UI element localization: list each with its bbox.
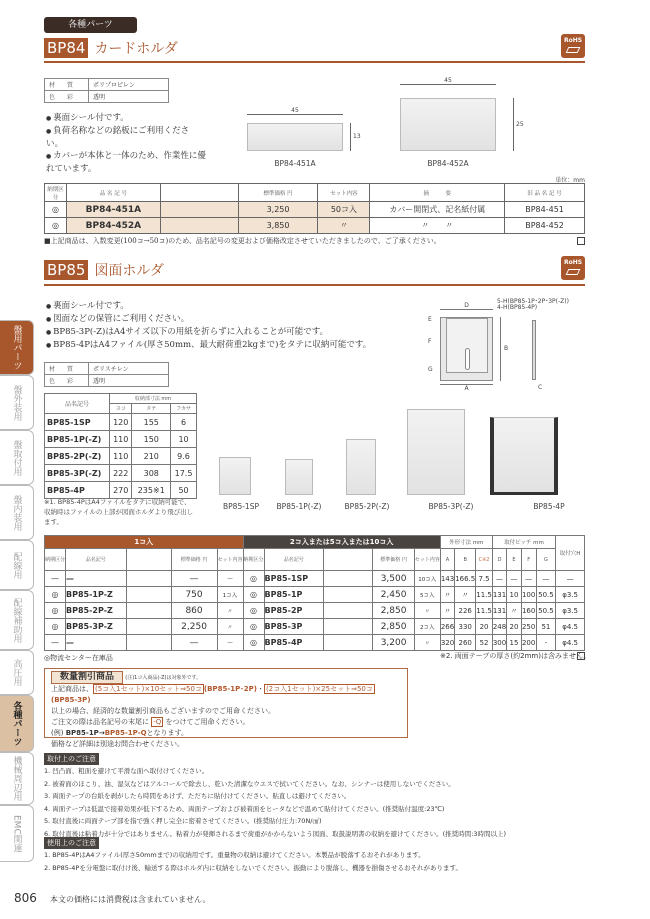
table-cell: 5コ入 [414,587,440,603]
table-cell: BP85-3P-Z [66,619,127,635]
column-header: セット内容 [217,549,243,571]
table-cell: 15 [507,635,521,651]
table-cell: 2,450 [373,587,414,603]
caution-item: 2. BP85-4Pを分電盤に取付け後、輸送する際はホルダ内に収納をしないでください。振動により脱落し、機器を損傷させるおそれがあります。 [44,863,463,872]
product-label: BP85-2P(-Z) [344,502,390,511]
text: BP85-1P→ [65,729,105,737]
dim-d: D [440,302,493,310]
table-cell: 2,850 [373,603,414,619]
column-header: 標準価格 円 [171,549,217,571]
table-cell: ◎ [243,619,264,635]
product-image [219,457,251,495]
table-cell: カバー開閉式、記名紙付属 [370,202,505,218]
caution-item: 3. 両面テープの台紙を剥がしたら時間をあけず、ただちに貼付けてください。貼直しは避けてください。 [44,792,351,800]
table-cell: 110 [110,431,132,448]
caution-item: 1. BP85-4PはA4ファイル(厚さ50mmまで)の収納用です。重量物の収納は避けてください。本製品が脱落するおそれがあります。 [44,851,425,859]
table-cell: 50コ入 [318,202,370,218]
column-header: D [492,549,506,571]
table-cell: BP84-452 [505,218,585,234]
table-cell: 226 [455,603,476,619]
table-cell: — [217,571,243,587]
footer-note: 本文の価格には消費税は含まれていません。 [50,895,211,904]
table-cell: 11.5 [476,603,493,619]
dim-f: F [428,338,432,345]
discount-sub: (注)1コ入商品(-Z)は対象外です。 [125,675,202,681]
bp85-note-2: ※2. 両面テープの厚さ(約2mm)は含みません。 [440,652,591,660]
caution-item: 4. 両面テープは低温で接着効果が低下するため、両面テープおよび被着面をヒータなどで温めて貼付けてください。(推奨貼付温度:23℃) [44,804,445,813]
table-cell: BP84-452A [66,218,160,234]
table-cell: 100 [521,587,536,603]
table-cell: 2,250 [171,619,217,635]
sidebar-tab[interactable]: EMC関連 [0,805,34,862]
header: フカサ [171,404,197,414]
table-cell: 308 [132,465,171,482]
table-cell: 9.6 [171,448,197,465]
table-cell: 2コ入 [414,619,440,635]
table-cell [126,587,171,603]
table-cell: 222 [110,465,132,482]
table-cell: 2,850 [373,619,414,635]
spec-label: 材 質 [45,79,89,91]
table-cell: ◎ [243,635,264,651]
header: タテ [132,404,171,414]
dim-c: C [538,384,543,391]
table-row [45,414,197,431]
usage-caution [44,830,604,874]
product-label: BP85-1P(-Z) [276,502,322,511]
header: 品名記号 [45,394,110,414]
table-cell: 51 [536,619,556,635]
sidebar-tab[interactable]: 盤内装用 [0,485,34,540]
table-cell: 1コ入 [217,587,243,603]
text: 価格など詳細は別途お問合わせください。 [51,740,184,748]
group-header: 2コ入または5コ入または10コ入 [243,536,440,549]
feature-item: ● 裏面シール付です。 [46,300,426,313]
dim-g: G [428,366,433,373]
table-row [45,571,585,587]
table-row [45,218,585,234]
table-cell: 300 [492,635,506,651]
header: 収納部寸法 mm [110,394,197,404]
table-cell: 〃 [318,218,370,234]
table-cell: 50.5 [536,603,556,619]
table-row [45,587,585,603]
table-cell: 3,250 [238,202,318,218]
feature-item: ● BP85-4PはA4ファイル(厚さ50mm、最大耐荷重2kgまで)をタテに収納可能です。 [46,339,426,352]
table-cell: BP85-3P [264,619,323,635]
table-cell: 3,500 [373,571,414,587]
table-cell: ◎ [243,571,264,587]
group-header: 外形寸法 mm [440,536,492,549]
bp85-dimension-diagram [428,296,640,396]
product-image [285,459,313,495]
table-cell: 155 [132,414,171,431]
dim-a: A [440,384,493,392]
table-cell: - [536,635,556,651]
table-cell: 248 [492,619,506,635]
table-cell: BP85-4P [45,482,110,499]
discount-tag: 数量割引商品 [51,671,123,684]
caution-item: 2. 被着面のほこり、油、湿気などはアルコールで除去し、乾いた清潔なウエスで拭いてください。なお、シンナーは使用しないでください。 [44,779,455,788]
text: (2コ入1セット)×25セット⇒50コ [265,685,373,693]
feature-item: ● BP85-3P(-Z)はA4サイズ以下の用紙を折らずに入れることが可能です。 [46,326,426,339]
spec-value: 透明 [89,91,169,103]
column-header: E [507,549,521,571]
sidebar-tab[interactable]: 配線用 [0,540,34,590]
table-cell [323,571,373,587]
table-cell [160,218,238,234]
table-cell: — [556,571,585,587]
column-header [160,184,238,202]
hole-note: 5-H(BP85-1P･2P･3P(-Z)) [497,298,569,305]
table-cell [126,619,171,635]
spec-label: 色 彩 [45,375,89,387]
table-cell [323,587,373,603]
text: となります。 [146,729,188,737]
table-cell: ◎ [45,587,66,603]
table-cell: 7.5 [476,571,493,587]
column-header: A [440,549,454,571]
text: (BP85-1P･2P) [203,685,257,693]
table-cell: 50.5 [536,587,556,603]
quantity-discount-box [44,668,408,748]
product-image [346,439,376,495]
table-row [45,202,585,218]
leaf-icon [566,47,581,53]
bp85-storage-dims-table [44,393,197,499]
section-title: 使用上のご注意 [44,837,99,849]
table-cell: 〃 [455,587,476,603]
header-row [45,184,585,202]
table-row [45,635,585,651]
table-cell: 10 [507,587,521,603]
table-row [45,448,197,465]
bp85-code: BP85 [44,260,88,280]
table-cell: 750 [171,587,217,603]
mounting-caution [44,746,604,840]
table-cell: ◎ [45,218,67,234]
table-cell: ◎ [243,587,264,603]
sidebar-tab[interactable]: 高圧用 [0,650,34,695]
column-header: 品名記号 [66,549,127,571]
table-cell: 〃 [414,603,440,619]
table-cell: 〃 [217,619,243,635]
bp84-heading [44,38,178,58]
sidebar-tab[interactable]: 配線補助用 [0,590,34,650]
header: ヨコ [110,404,132,414]
table-cell: — [66,635,127,651]
product-image [490,417,558,495]
divider [44,284,585,286]
table-cell [126,603,171,619]
table-cell: BP85-1P-Z [66,587,127,603]
caution-item: 5. 取付直後に両面テープ部を指で強く押し完全に密着させてください。(推奨貼付圧力:70N/㎠) [44,817,322,825]
column-header: 納期区分 [45,549,66,571]
dim-height: 13 [350,123,361,151]
table-cell: 〃 [507,603,521,619]
table-cell: φ4.5 [556,619,585,635]
table-cell: 〃 [414,635,440,651]
text: (例) [51,729,64,737]
column-header: 摘 要 [370,184,505,202]
table-cell: 143 [440,571,454,587]
caution-item: 1. 凹凸面、粗面を避けて平滑な面へ取付けてください。 [44,767,209,775]
table-cell: — [171,635,217,651]
spec-value: ポリプロピレン [89,79,169,91]
table-cell: 20 [507,619,521,635]
spec-value: ポリスチレン [89,363,169,375]
table-cell: 150 [132,431,171,448]
bp84-452a-image [400,98,496,151]
bp84-title: カードホルダ [94,41,178,57]
table-cell: 131 [492,603,506,619]
table-cell: ◎ [45,619,66,635]
table-cell: BP85-1P(-Z) [45,431,110,448]
table-cell: — [217,635,243,651]
bp84-code: BP84 [44,38,88,58]
bp85-heading [44,260,164,280]
table-cell: φ3.5 [556,603,585,619]
table-cell: φ3.5 [556,587,585,603]
table-cell: BP84-451A [66,202,160,218]
table-cell: — [507,571,521,587]
bp85-price-table [44,535,585,651]
sidebar-tab[interactable]: 機械周辺用 [0,752,34,805]
table-cell: BP85-2P(-Z) [45,448,110,465]
group-header: 1コ入 [45,536,244,549]
table-cell: 235※1 [132,482,171,499]
table-cell: 〃 [217,603,243,619]
column-header: 標準価格 円 [238,184,318,202]
spec-label: 材 質 [45,363,89,375]
table-cell: 11.5 [476,587,493,603]
feature-item: ● 負荷名称などの銘板にご利用ください。 [46,125,206,150]
table-cell: — [66,571,127,587]
table-cell: — [171,571,217,587]
table-cell: BP85-2P-Z [66,603,127,619]
table-cell: 320 [440,635,454,651]
bp84-price-table [44,183,585,234]
table-cell: 〃 [440,587,454,603]
bp84-features [46,112,206,175]
table-cell: 〃 [440,603,454,619]
rohs-text: RoHS [563,37,583,44]
text: をつけてご用命ください。 [165,718,250,726]
header-row [45,549,585,571]
checkbox-icon [577,237,585,245]
text: BP85-1P-Q [104,729,147,737]
table-cell: 270 [110,482,132,499]
spec-label: 色 彩 [45,91,89,103]
column-header: 標準価格 円 [373,549,414,571]
table-cell: BP85-2P [264,603,323,619]
column-header: 品名記号 [264,549,323,571]
table-cell: ◎ [45,603,66,619]
table-cell [126,635,171,651]
table-cell: φ4.5 [556,635,585,651]
sidebar-tab[interactable]: 盤取付用 [0,430,34,485]
column-header [126,549,171,571]
table-cell: — [45,571,66,587]
group-header: 取付ピッチ mm [492,536,555,549]
column-header: F [521,549,536,571]
checkbox-icon [577,652,585,660]
table-cell: 330 [455,619,476,635]
table-cell: 3,850 [238,218,318,234]
table-cell: BP85-4P [264,635,323,651]
table-cell: 166.5 [455,571,476,587]
spec-value: 透明 [89,375,169,387]
bp85-spec-table [44,362,169,387]
holder-outline [440,317,493,381]
table-row [45,431,197,448]
bp85-note-1: ※1. BP85-4PはA4ファイルをタテに収納可能で、収納時はファイルの上部が図面ホルダより飛び出します。 [44,498,194,526]
table-cell [160,202,238,218]
stock-note: ◎物流センター在庫品 [44,654,113,662]
table-cell: 50 [171,482,197,499]
table-cell: 260 [455,635,476,651]
text: 上記商品は、 [51,685,93,693]
figure-label: BP84-452A [427,159,469,168]
page-number: 806 [14,891,37,905]
bp85-features [46,300,426,352]
table-cell [323,635,373,651]
text: 以上の場合、経済的な数量割引商品もございますのでご用命ください。 [51,707,275,715]
leaf-icon [566,269,581,275]
column-header: セット内容 [414,549,440,571]
column-header: 納期区分 [45,184,67,202]
product-label: BP85-4P [533,502,565,511]
table-row [45,619,585,635]
table-cell: 10 [171,431,197,448]
bp84-spec-table [44,78,169,103]
table-cell: 200 [521,635,536,651]
table-row [45,465,197,482]
table-cell: 20 [476,619,493,635]
rohs-badge [561,34,585,58]
table-cell [126,571,171,587]
feature-item: ● 裏面シール付です。 [46,112,206,125]
unit-label: 単位：mm [555,177,585,184]
text: -Q [153,718,162,726]
feature-item: ● 図面などの保管にご利用ください。 [46,313,426,326]
rohs-text: RoHS [563,259,583,266]
table-cell: 120 [110,414,132,431]
product-label: BP85-1SP [223,502,259,511]
table-cell: 52 [476,635,493,651]
table-row [45,482,197,499]
sidebar-tab[interactable]: 盤用パーツ [0,320,34,375]
product-label: BP85-3P(-Z) [428,502,474,511]
table-cell: — [521,571,536,587]
rohs-badge [561,256,585,280]
sidebar-tab[interactable]: 盤外装用 [0,375,34,430]
feature-item: ● カバーが本体と一体のため、作業性に優れています。 [46,150,206,175]
section-title: 取付上のご注意 [44,753,99,765]
table-cell: BP85-1SP [45,414,110,431]
dim-height: 25 [513,98,524,151]
dim-b: B [500,317,508,381]
table-cell: 266 [440,619,454,635]
table-cell: ◎ [45,202,67,218]
table-cell: 10コ入 [414,571,440,587]
divider [44,61,585,63]
dim-width: 45 [400,77,496,85]
figure-label: BP84-451A [274,159,316,168]
table-cell [323,603,373,619]
text: ・ [256,685,264,693]
table-cell: 〃 〃 [370,218,505,234]
column-header: B [455,549,476,571]
dim-width: 45 [247,107,343,115]
column-header: C※2 [476,549,493,571]
column-header: 旧 品 名 記 号 [505,184,585,202]
category-label: 各種パーツ [44,17,137,33]
text: ご注文の際は品名記号の末尾に [51,718,149,726]
group-header: 取付穴H [556,536,585,571]
table-cell: 6 [171,414,197,431]
table-cell: — [536,571,556,587]
product-image [407,409,465,495]
text: (BP85-3P) [51,696,91,704]
table-cell: 131 [492,587,506,603]
table-cell: 17.5 [171,465,197,482]
table-cell: BP85-1SP [264,571,323,587]
table-cell: ◎ [243,603,264,619]
table-row [45,603,585,619]
dim-e: E [428,316,432,323]
table-cell: BP84-451 [505,202,585,218]
table-cell: 860 [171,603,217,619]
column-header: G [536,549,556,571]
table-cell: 210 [132,448,171,465]
column-header: 品 名 記 号 [66,184,160,202]
table-cell: BP85-3P(-Z) [45,465,110,482]
column-header: 納期区分 [243,549,264,571]
table-cell: — [45,635,66,651]
table-cell: 250 [521,619,536,635]
bp85-title: 図面ホルダ [94,263,164,279]
column-header [323,549,373,571]
table-cell: 3,200 [373,635,414,651]
bp84-note: ■上記商品は、入数変更(100コ→50コ)のため、品名記号の変更および価格改定させていただきましたので、ご了承ください。 [44,237,441,245]
bp84-451a-image [247,123,343,151]
caution-item: 6. 取付直後は粘着力が十分ではありません。粘着力が発揮されるまで荷重がかからないよう図面、取扱説明書の収納を避けてください。(推奨時間:3時間以上) [44,829,507,838]
table-cell: 110 [110,448,132,465]
sidebar-tab[interactable]: 各種パーツ [0,695,34,752]
table-cell: — [492,571,506,587]
table-cell: 160 [521,603,536,619]
column-header: セット内容 [318,184,370,202]
hole-note: 4-H(BP85-4P) [497,304,538,311]
text: (5コ入1セット)×10セット⇒50コ [95,685,202,693]
table-cell [323,619,373,635]
table-cell: BP85-1P [264,587,323,603]
